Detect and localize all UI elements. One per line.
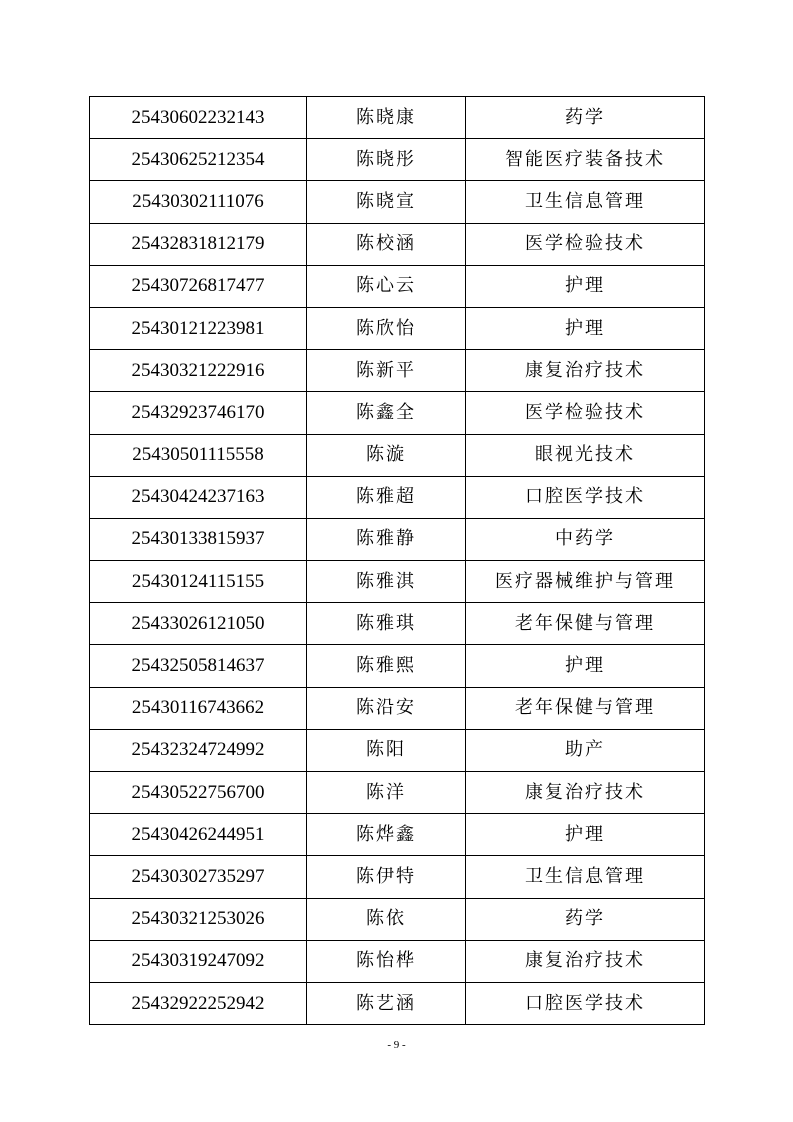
student-id-cell: 25430124115155 — [90, 561, 307, 603]
student-name-cell: 陈校涵 — [307, 223, 466, 265]
student-major-cell: 卫生信息管理 — [466, 181, 705, 223]
student-name-cell: 陈漩 — [307, 434, 466, 476]
table-row — [90, 940, 705, 982]
table-row — [90, 350, 705, 392]
table-row — [90, 561, 705, 603]
student-major-cell: 护理 — [466, 814, 705, 856]
student-id-cell: 25432923746170 — [90, 392, 307, 434]
table-row — [90, 307, 705, 349]
student-major-cell: 口腔医学技术 — [466, 982, 705, 1024]
student-name-cell: 陈晓宣 — [307, 181, 466, 223]
student-name-cell: 陈洋 — [307, 772, 466, 814]
table-row — [90, 645, 705, 687]
student-name-cell: 陈心云 — [307, 265, 466, 307]
student-name-cell: 陈沿安 — [307, 687, 466, 729]
student-name-cell: 陈新平 — [307, 350, 466, 392]
student-id-cell: 25430121223981 — [90, 307, 307, 349]
table-row — [90, 603, 705, 645]
table-row — [90, 898, 705, 940]
student-id-cell: 25433026121050 — [90, 603, 307, 645]
table-row — [90, 392, 705, 434]
student-id-cell: 25432505814637 — [90, 645, 307, 687]
student-name-cell: 陈雅淇 — [307, 561, 466, 603]
student-major-cell: 护理 — [466, 307, 705, 349]
student-id-cell: 25430625212354 — [90, 139, 307, 181]
student-major-cell: 老年保健与管理 — [466, 603, 705, 645]
student-name-cell: 陈烨鑫 — [307, 814, 466, 856]
student-major-cell: 医学检验技术 — [466, 392, 705, 434]
student-major-cell: 医疗器械维护与管理 — [466, 561, 705, 603]
student-id-cell: 25430133815937 — [90, 518, 307, 560]
student-name-cell: 陈阳 — [307, 729, 466, 771]
student-major-cell: 助产 — [466, 729, 705, 771]
table-row — [90, 518, 705, 560]
student-id-cell: 25430501115558 — [90, 434, 307, 476]
student-name-cell: 陈雅超 — [307, 476, 466, 518]
student-major-cell: 口腔医学技术 — [466, 476, 705, 518]
table-row — [90, 687, 705, 729]
student-major-cell: 护理 — [466, 645, 705, 687]
student-id-cell: 25430602232143 — [90, 97, 307, 139]
student-name-cell: 陈鑫全 — [307, 392, 466, 434]
student-id-cell: 25430522756700 — [90, 772, 307, 814]
student-id-cell: 25430426244951 — [90, 814, 307, 856]
student-roster-table — [89, 96, 705, 1025]
student-id-cell: 25430302111076 — [90, 181, 307, 223]
student-major-cell: 护理 — [466, 265, 705, 307]
student-name-cell: 陈欣怡 — [307, 307, 466, 349]
student-major-cell: 康复治疗技术 — [466, 940, 705, 982]
student-major-cell: 中药学 — [466, 518, 705, 560]
student-name-cell: 陈雅琪 — [307, 603, 466, 645]
student-id-cell: 25430319247092 — [90, 940, 307, 982]
student-id-cell: 25430321222916 — [90, 350, 307, 392]
roster-body — [90, 97, 705, 1025]
student-id-cell: 25432922252942 — [90, 982, 307, 1024]
student-major-cell: 老年保健与管理 — [466, 687, 705, 729]
student-id-cell: 25430726817477 — [90, 265, 307, 307]
student-id-cell: 25430116743662 — [90, 687, 307, 729]
student-name-cell: 陈怡桦 — [307, 940, 466, 982]
page-number: - 9 - — [387, 1039, 406, 1051]
student-name-cell: 陈晓彤 — [307, 139, 466, 181]
student-major-cell: 眼视光技术 — [466, 434, 705, 476]
student-id-cell: 25430424237163 — [90, 476, 307, 518]
student-name-cell: 陈艺涵 — [307, 982, 466, 1024]
student-major-cell: 智能医疗装备技术 — [466, 139, 705, 181]
table-row — [90, 139, 705, 181]
table-row — [90, 814, 705, 856]
table-row — [90, 729, 705, 771]
student-major-cell: 医学检验技术 — [466, 223, 705, 265]
student-name-cell: 陈伊特 — [307, 856, 466, 898]
student-id-cell: 25430302735297 — [90, 856, 307, 898]
student-id-cell: 25430321253026 — [90, 898, 307, 940]
student-id-cell: 25432831812179 — [90, 223, 307, 265]
table-row — [90, 223, 705, 265]
table-row — [90, 982, 705, 1024]
table-row — [90, 476, 705, 518]
student-major-cell: 康复治疗技术 — [466, 350, 705, 392]
student-major-cell: 卫生信息管理 — [466, 856, 705, 898]
student-name-cell: 陈雅熙 — [307, 645, 466, 687]
student-major-cell: 药学 — [466, 898, 705, 940]
table-row — [90, 265, 705, 307]
table-row — [90, 772, 705, 814]
student-name-cell: 陈依 — [307, 898, 466, 940]
student-name-cell: 陈雅静 — [307, 518, 466, 560]
student-major-cell: 药学 — [466, 97, 705, 139]
student-id-cell: 25432324724992 — [90, 729, 307, 771]
student-major-cell: 康复治疗技术 — [466, 772, 705, 814]
table-row — [90, 856, 705, 898]
table-row — [90, 181, 705, 223]
table-row — [90, 434, 705, 476]
table-row — [90, 97, 705, 139]
student-name-cell: 陈晓康 — [307, 97, 466, 139]
